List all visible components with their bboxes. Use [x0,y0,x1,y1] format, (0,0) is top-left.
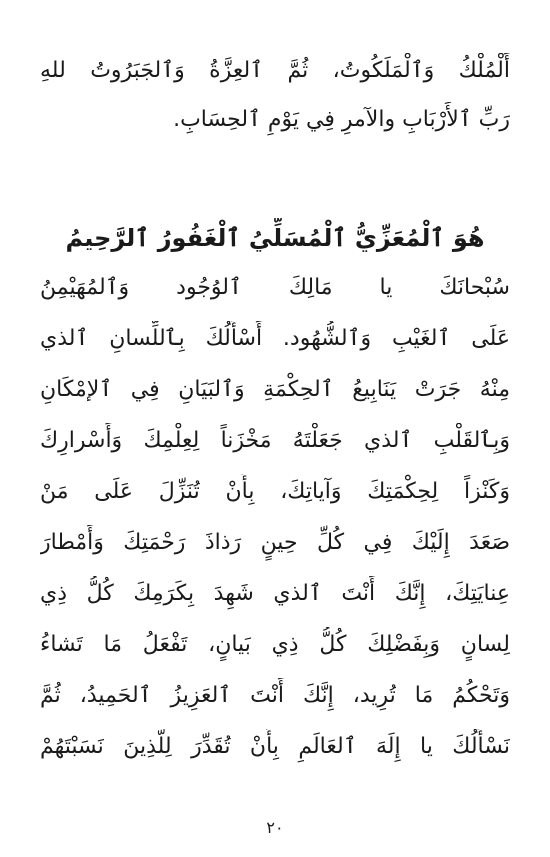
body-line: عَلَى ٱلغَيْبِ وَٱلشُّهُود. أَسْأَلُكَ بِٱللِّسانِ ٱلذي [40,326,510,351]
body-line: وَكَنْزاً لِحِكْمَتِكَ وَآياتِكَ، بِأَنْ تُنَزِّلَ عَلَى مَنْ [40,479,510,504]
body-line: عِنايَتِكَ، إِنَّكَ أَنْتَ ٱلذي شَهِدَ بِكَرَمِكَ كُلُّ ذِي [40,581,510,606]
body-line: مِنْهُ جَرَتْ يَنَابِيعُ ٱلحِكْمَةِ وَٱلبَيَانِ فِي ٱلإمْكَانِ [40,377,510,402]
page-number: ٢٠ [266,818,284,837]
body-line: لِسانٍ وَبِفَضْلِكَ كُلُّ ذِي بَيانٍ، تَفْعَلُ مَا تَشاءُ [40,632,510,657]
body-line: نَسْأَلُكَ يا إِلَهَ ٱلعَالَمِ بِأَنْ تُقَدِّرَ لِلَّذِينَ نَسَبْتَهُمْ [40,734,510,759]
body-line: صَعَدَ إِلَيْكَ فِي كُلِّ حِينٍ رَذاذَ رَحْمَتِكَ وَأَمْطارَ [40,530,510,555]
body-line: سُبْحانَكَ يا مَالِكَ ٱلوُجُود وَٱلمُهَيْمِنُ [40,275,510,300]
body-line: وَبِٱلقَلْبِ ٱلذي جَعَلْتَهُ مَخْزَناً لِعِلْمِكَ وَأَسْرارِكَ [40,428,510,453]
section-heading: هُوَ ٱلْمُعَزِّيُّ ٱلْمُسَلِّيُ ٱلْغَفُورُ ٱلرَّحِيمُ [65,224,485,252]
body-line: وَتَحْكُمُ مَا تُرِيد، إِنَّكَ أَنْتَ ٱلعَزِيزُ ٱلحَمِيدُ، ثُمَّ [40,683,510,708]
intro-line-2: رَبِّ ٱلأَرْبَابِ والآمرِ فِي يَوْمِ ٱلحِسَابِ. [173,107,510,132]
intro-line-1: أَلْمُلْكُ وَٱلْمَلَكُوتُ، ثُمَّ ٱلعِزَّةُ وَٱلجَبَرُوتُ للهِ [40,58,510,83]
